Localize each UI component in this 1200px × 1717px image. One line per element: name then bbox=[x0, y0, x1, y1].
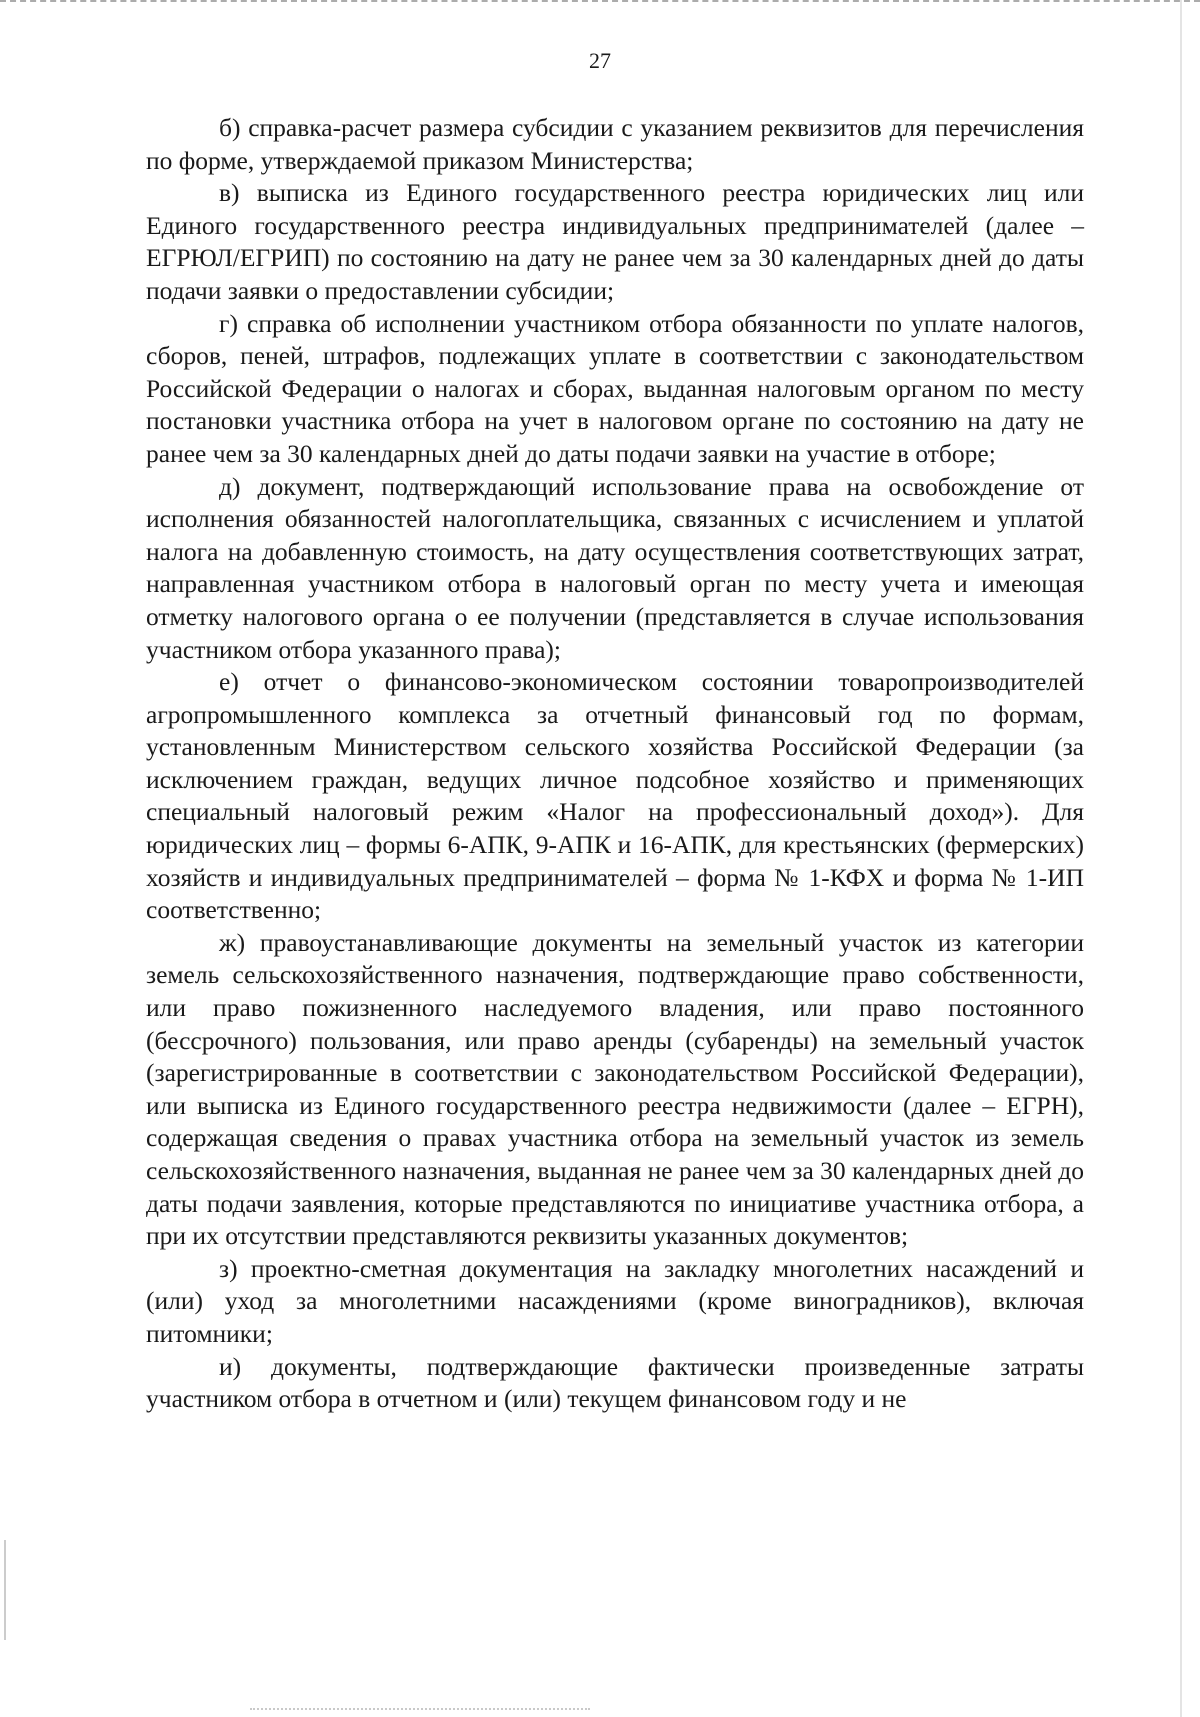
scan-edge-top bbox=[0, 0, 1200, 5]
paragraph-i: и) документы, подтверждающие фактически произведенные затраты участником отбора в отчетном и (или) текущем финансовом году и не bbox=[146, 1351, 1084, 1414]
scan-edge-right bbox=[1180, 0, 1182, 1717]
paragraph-z: з) проектно-сметная документация на закладку многолетних насаждений и (или) уход за многолетними насаждениями (кроме виноградников), включая питомники; bbox=[146, 1253, 1084, 1348]
paragraph-d: д) документ, подтверждающий использование права на освобождение от исполнения обязанностей налогоплательщика, связанных с исчислением и уплатой налога на добавленную стоимость, на дату осуществления соответствующих затрат, направленная участником отбора в налоговый орган по месту учета и имеющая отметку налогового органа о ее получении (представляется в случае использования участником отбора указанного права); bbox=[146, 471, 1084, 664]
scan-smudge-bottom bbox=[250, 1708, 590, 1713]
page-number: 27 bbox=[589, 48, 611, 73]
document-body bbox=[146, 112, 1084, 1416]
paragraph-e: е) отчет о финансово-экономическом состоянии товаропроизводителей агропромышленного комплекса за отчетный финансовый год по формам, установленным Министерством сельского хозяйства Российской Федерации (за исключением граждан, ведущих личное подсобное хозяйство и применяющих специальный налоговый режим «Налог на профессиональный доход»). Для юридических лиц – формы 6-АПК, 9-АПК и 16-АПК, для крестьянских (фермерских) хозяйств и индивидуальных предпринимателей – форма № 1-КФХ и форма № 1-ИП соответственно; bbox=[146, 667, 1084, 925]
paragraph-b: б) справка-расчет размера субсидии с указанием реквизитов для перечисления по форме, утверждаемой приказом Министерства; bbox=[146, 113, 1084, 175]
paragraph-zh: ж) правоустанавливающие документы на земельный участок из категории земель сельскохозяйственного назначения, подтверждающие право собственности, или право пожизненного наследуемого владения, или право постоянного (бессрочного) пользования, или право аренды (субаренды) на земельный участок (зарегистрированные в соответствии с законодательством Российской Федерации), или выписка из Единого государственного реестра недвижимости (далее – ЕГРН), содержащая сведения о правах участника отбора на земельный участок из земель сельскохозяйственного назначения, выданная не ранее чем за 30 календарных дней до даты подачи заявления, которые представляются по инициативе участника отбора, а при их отсутствии представляются реквизиты указанных документов; bbox=[146, 927, 1084, 1251]
scan-edge-left bbox=[4, 1540, 6, 1640]
paragraph-v: в) выписка из Единого государственного реестра юридических лиц или Единого государственного реестра индивидуальных предпринимателей (далее – ЕГРЮЛ/ЕГРИП) по состоянию на дату не ранее чем за 30 календарных дней до даты подачи заявки о предоставлении субсидии; bbox=[146, 178, 1084, 305]
paragraph-g: г) справка об исполнении участником отбора обязанности по уплате налогов, сборов, пеней, штрафов, подлежащих уплате в соответствии с законодательством Российской Федерации о налогах и сборах, выданная налоговым органом по месту постановки участника отбора на учет в налоговом органе по состоянию на дату не ранее чем за 30 календарных дней до даты подачи заявки на участие в отборе; bbox=[146, 308, 1084, 468]
